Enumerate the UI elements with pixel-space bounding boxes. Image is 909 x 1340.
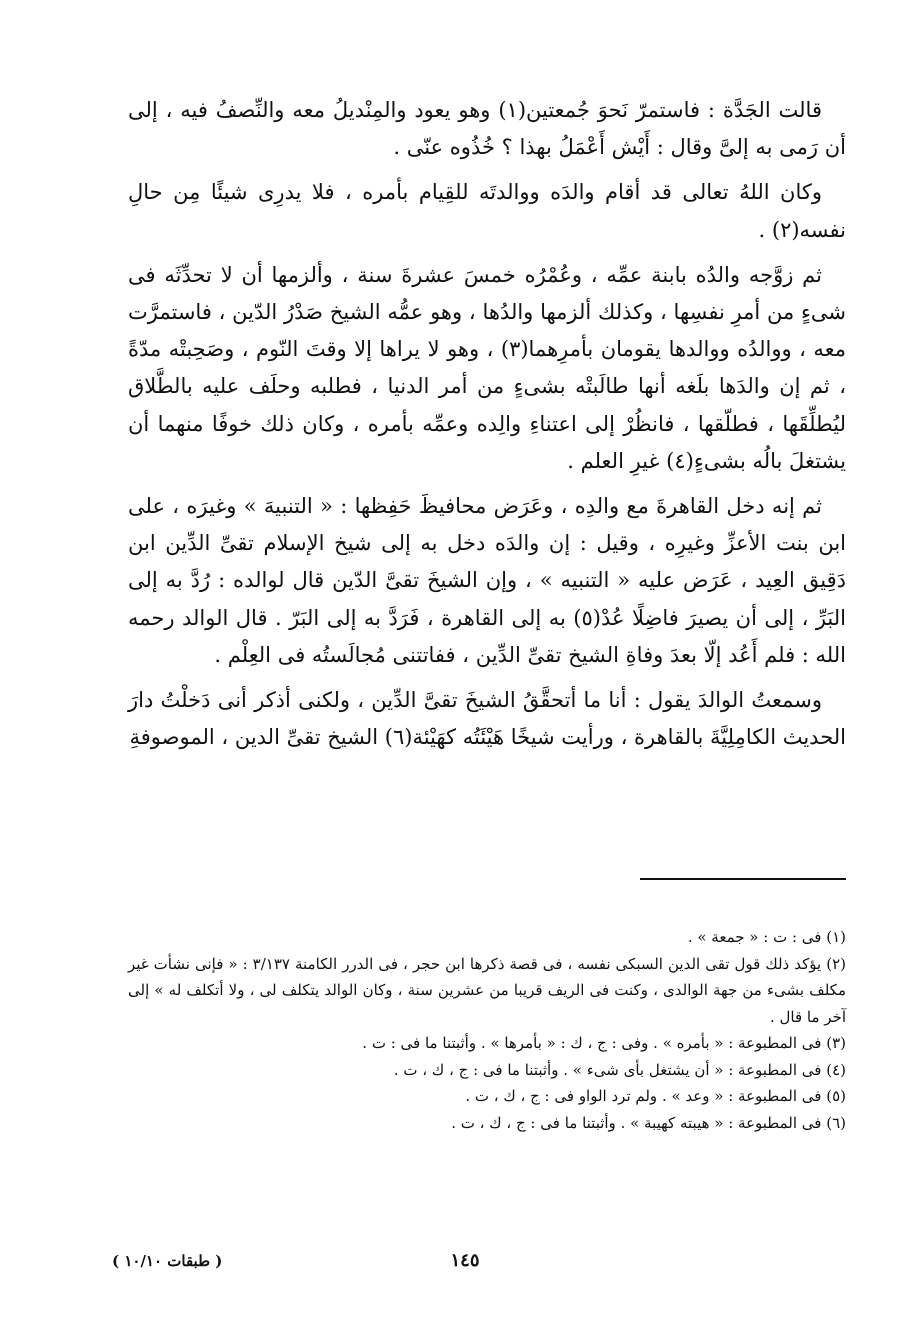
paragraph: وكان اللهُ تعالى قد أقام والدَه ووالدتَه للقِيام بأمره ، فلا يدرِى شيئًا مِن حالِ نفسه(٢) . xyxy=(128,180,846,242)
page-number: ١٤٥ xyxy=(450,1250,480,1271)
paragraph: ثم زوَّجه والدُه بابنة عمِّه ، وعُمْرُه خمسَ عشرةَ سنة ، وألزمها أن لا تحدِّثَه فى شىءٍ من أمرِ نفسِها ، وكذلك ألزمها والدُها ، وهو عمُّه الشيخ صَدْرُ الدّين ، فاستمرَّت معه ، ووالدُه ووالدها يقومان بأمرِهما(٣) ، وهو لا يراها إلا وقتَ النّوم ، وصَحِبتْه مدّةً ، ثم إن والدَها بلَغه أنها طالَبتْه بشىءٍ من أمر الدنيا ، فطلبه وحلَف عليه بالطَّلاق ليُطلِّقَها ، فطلّقها ، فانظُرْ إلى اعتناءِ والِده وعمِّه بأمره ، وكان ذلك خوفًا منهما أن يشتغلَ بالُه بشىءٍ(٤) غيرِ العلم . xyxy=(128,262,846,473)
paragraph: ثم إنه دخل القاهرةَ مع والدِه ، وعَرَض محافيظَ حَفِظها : « التنبيهَ » وغيرَه ، على ابن بنت الأعزِّ وغيرِه ، وقيل : إن والدَه دخل به إلى شيخ الإسلام تقىِّ الدِّين ابن دَقِيق العِيد ، عَرَض عليه « التنبيه » ، وإن الشيخَ تقىَّ الدّين قال لوالده : رُدَّ به إلى البَرِّ ، إلى أن يصيرَ فاضِلًا عُدْ(٥) به إلى القاهرة ، فَرَدَّ به إلى البَرّ . قال الوالد رحمه الله : فلم أَعُد إلّا بعدَ وفاةِ الشيخ تقىِّ الدِّين ، ففاتتنى مُجالَستُه فى العِلْم . xyxy=(128,494,846,667)
footnote: (١) فى : ت : « جمعة » . xyxy=(687,928,846,946)
footnote: (٢) يؤكد ذلك قول تقى الدين السبكى نفسه ، فى قصة ذكرها ابن حجر ، فى الدرر الكامنة ٣/١٣٧ : « فإنى نشأت غير مكلف بشىء من جهة الوالدى ، وكنت فى الريف قريبا من عشرين سنة ، وكان الوالد يتكلف لى ، ولا أتكلف له » إلى آخر ما قال . xyxy=(128,954,846,1026)
paragraph: وسمعتُ الوالدَ يقول : أنا ما أتحقَّقُ الشيخَ تقىَّ الدِّين ، ولكنى أذكر أنى دَخلْتُ دارَ الحديث الكامِلِيَّةَ بالقاهرة ، ورأيت شيخًا هَيْئَتُه كهَيْئة(٦) الشيخ تقىِّ الدين ، الموصوفةِ xyxy=(128,688,846,750)
signature-mark: ( طبقات ١٠/١٠ ) xyxy=(112,1252,223,1270)
footnote: (٤) فى المطبوعة : « أن يشتغل بأى شىء » . وأثبتنا ما فى : ج ، ك ، ت . xyxy=(393,1060,846,1079)
main-text xyxy=(128,92,846,764)
paragraph: قالت الجَدَّة : فاستمرّ نَحوَ جُمعتين(١) وهو يعود والمِنْديلُ معه والنِّصفُ فيه ، إلى أن رَمى به إلىَّ وقال : أَيْش أَعْمَلُ بهذا ؟ خُذُوه عنّى . xyxy=(128,98,846,160)
footnote: (٣) فى المطبوعة : « بأمره » . وفى : ج ، ك : « بأمرها » . وأثبتنا ما فى : ت . xyxy=(362,1034,846,1052)
footnote: (٥) فى المطبوعة : « وعد » . ولم ترد الواو فى : ج ، ك ، ت . xyxy=(465,1087,846,1105)
footnotes xyxy=(128,924,846,1136)
footnote: (٦) فى المطبوعة : « هيبته كهيبة » . وأثبتنا ما فى : ج ، ك ، ت . xyxy=(451,1113,846,1132)
footnote-divider xyxy=(640,878,846,880)
